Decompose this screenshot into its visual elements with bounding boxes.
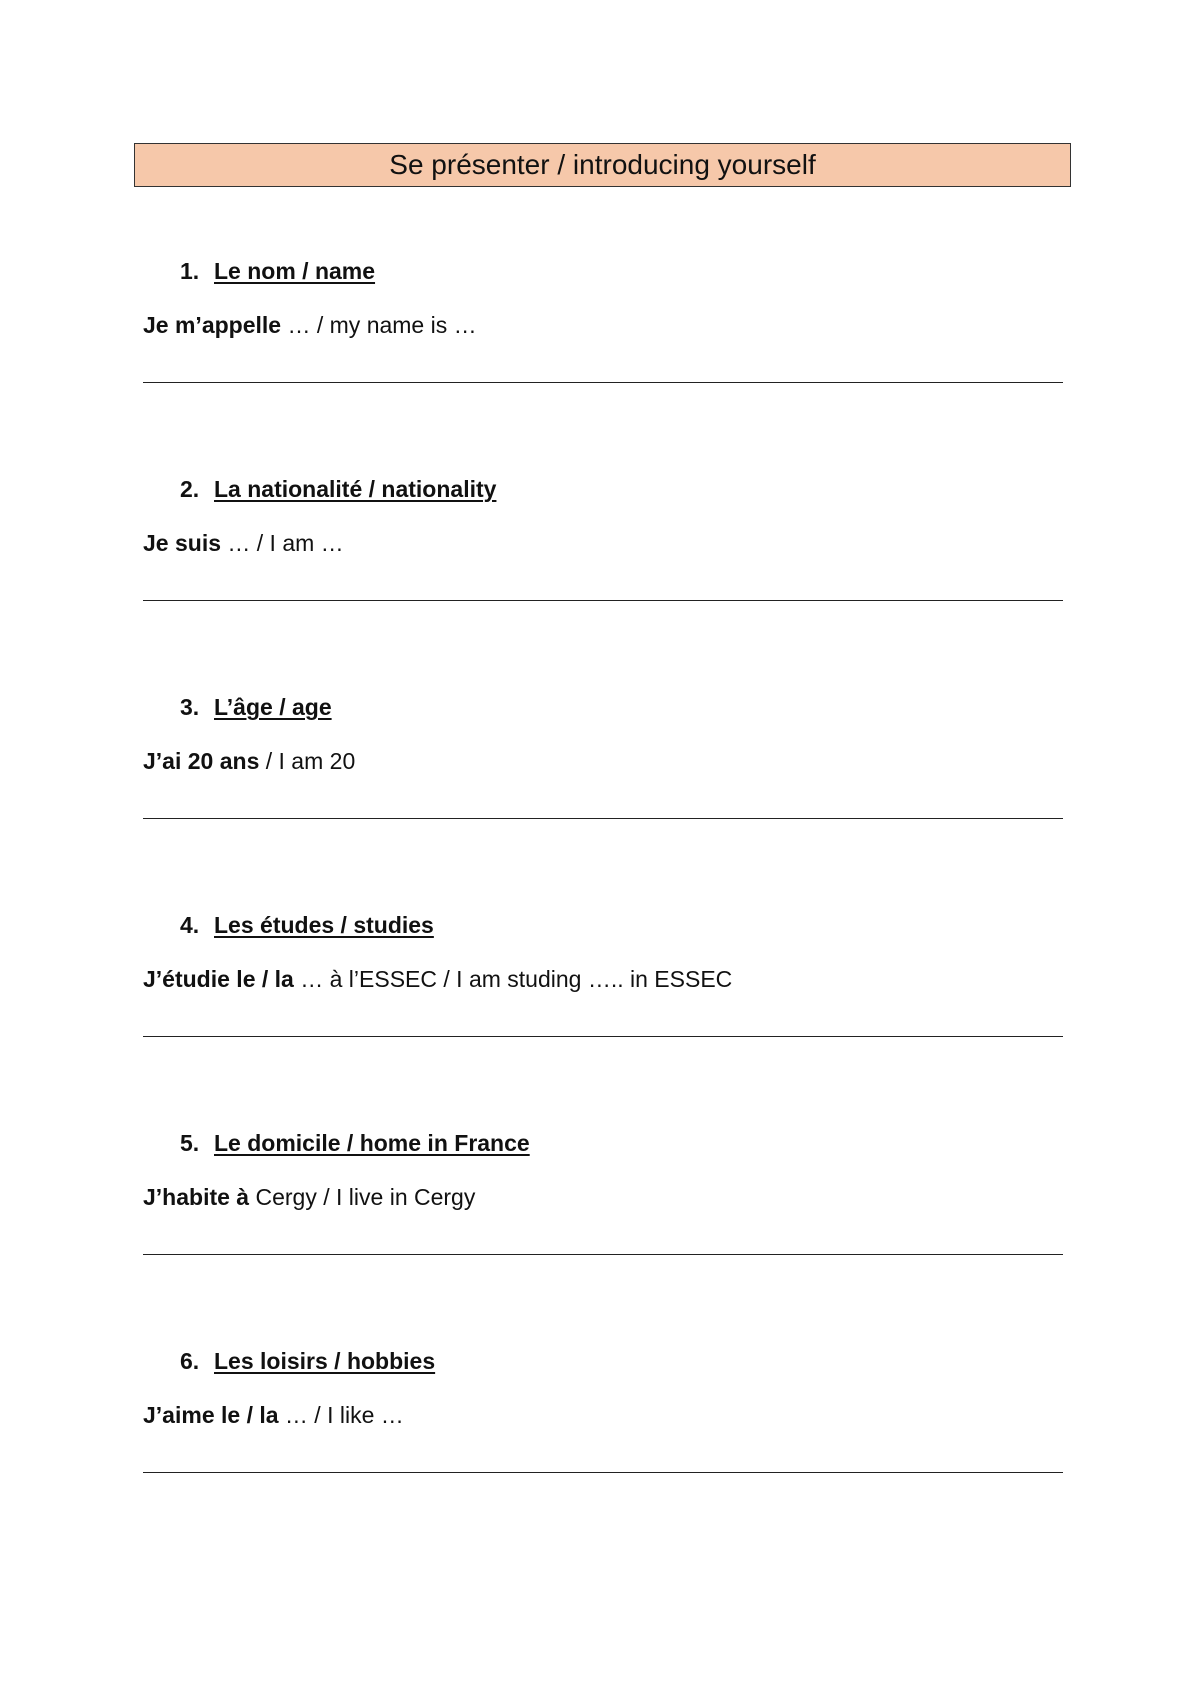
answer-line[interactable] <box>143 818 1063 819</box>
section-heading <box>180 912 434 939</box>
section-number: 2. <box>180 476 200 502</box>
section-title: La nationalité / nationality <box>214 476 497 502</box>
sentence-french-bold: J’aime le / la <box>143 1402 279 1428</box>
section-number: 5. <box>180 1130 200 1156</box>
sentence-french-bold: J’étudie le / la <box>143 966 294 992</box>
section-number: 1. <box>180 258 200 284</box>
section-title: Les loisirs / hobbies <box>214 1348 436 1374</box>
section-number: 3. <box>180 694 200 720</box>
worksheet-title: Se présenter / introducing yourself <box>134 143 1071 187</box>
section-heading <box>180 258 375 285</box>
answer-line[interactable] <box>143 1254 1063 1255</box>
section-heading <box>180 1130 530 1157</box>
section-title: L’âge / age <box>214 694 332 720</box>
sentence-rest: / I am 20 <box>259 748 356 774</box>
section-heading <box>180 1348 435 1375</box>
sentence-rest: … / my name is … <box>281 312 477 338</box>
sentence-french-bold: Je suis <box>143 530 221 556</box>
answer-line[interactable] <box>143 600 1063 601</box>
example-sentence <box>143 312 477 339</box>
section-heading <box>180 476 496 503</box>
example-sentence <box>143 748 355 775</box>
sentence-rest: Cergy / I live in Cergy <box>249 1184 476 1210</box>
example-sentence <box>143 1184 475 1211</box>
example-sentence <box>143 530 344 557</box>
answer-line[interactable] <box>143 1036 1063 1037</box>
section-heading <box>180 694 332 721</box>
example-sentence <box>143 1402 404 1429</box>
sentence-french-bold: J’habite à <box>143 1184 250 1210</box>
sentence-french-bold: J’ai 20 ans <box>143 748 260 774</box>
section-number: 4. <box>180 912 200 938</box>
answer-line[interactable] <box>143 1472 1063 1473</box>
example-sentence <box>143 966 732 993</box>
sentence-rest: … / I am … <box>221 530 344 556</box>
section-title: Le nom / name <box>214 258 376 284</box>
section-number: 6. <box>180 1348 200 1374</box>
sentence-rest: … / I like … <box>278 1402 404 1428</box>
sentence-rest: … à l’ESSEC / I am studing ….. in ESSEC <box>293 966 733 992</box>
section-title: Le domicile / home in France <box>214 1130 530 1156</box>
section-title: Les études / studies <box>214 912 434 938</box>
sentence-french-bold: Je m’appelle <box>143 312 282 338</box>
answer-line[interactable] <box>143 382 1063 383</box>
